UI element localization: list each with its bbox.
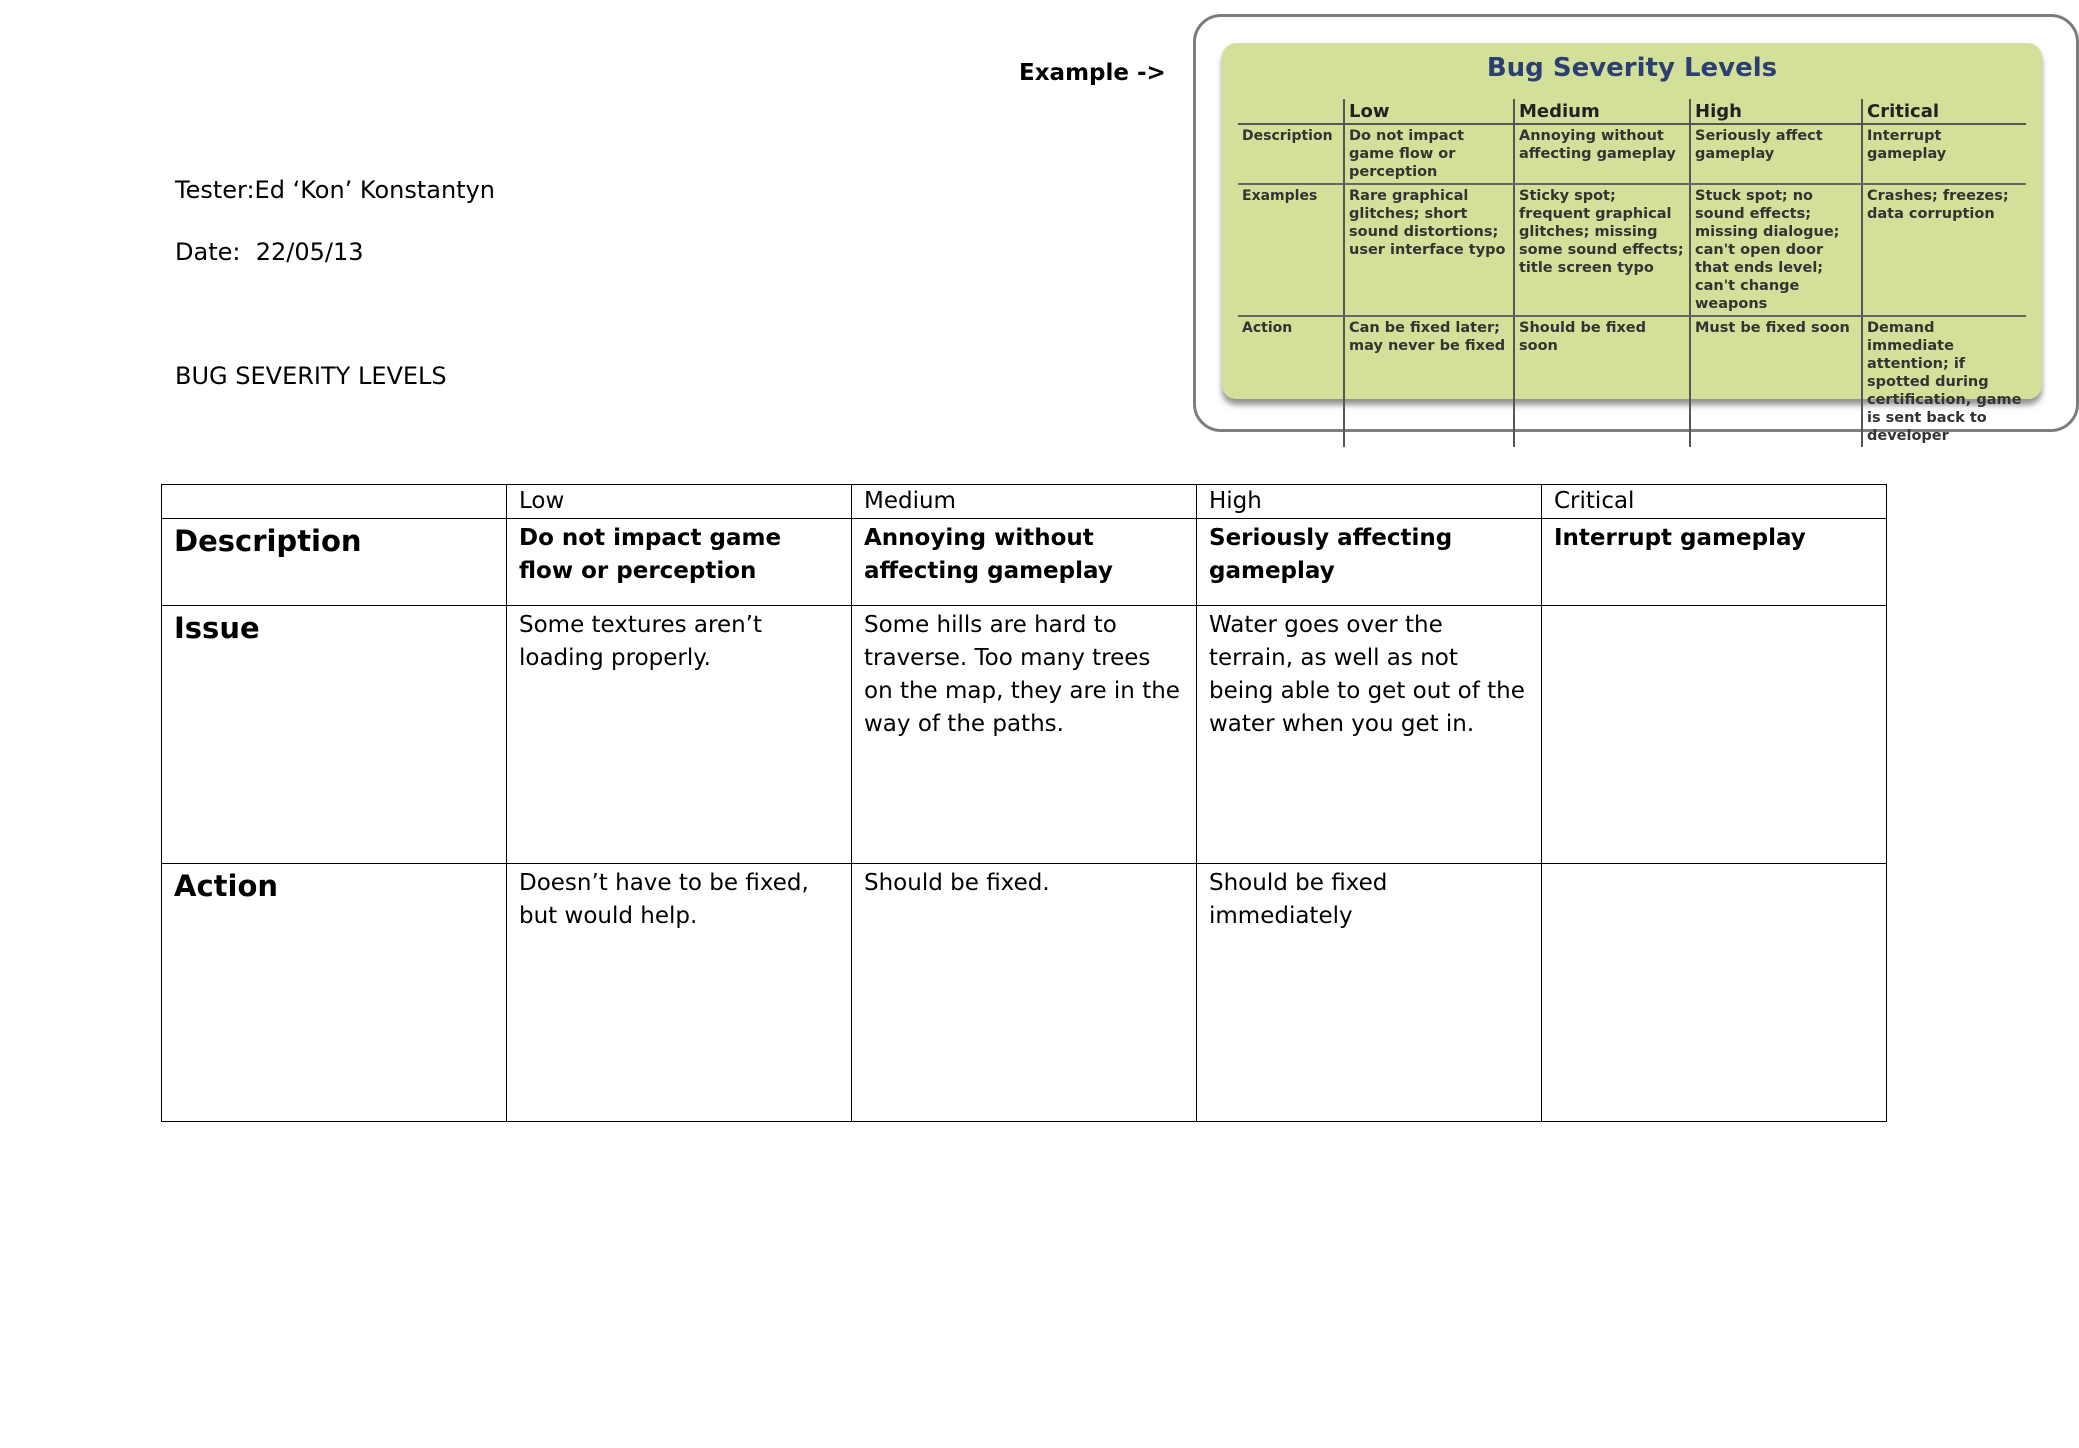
header-cell-critical: Critical (1542, 485, 1887, 519)
example-header-blank (1238, 99, 1344, 124)
header-cell-high: High (1197, 485, 1542, 519)
example-image (1193, 14, 2079, 444)
header-cell-blank (162, 485, 507, 519)
example-label: Example -> (1019, 60, 1166, 86)
row-label-description: Description (162, 519, 507, 606)
example-header-medium: Medium (1514, 99, 1690, 124)
table-cell: Some hills are hard to traverse. Too many trees on the map, they are in the way of the paths. (852, 606, 1197, 864)
table-row (162, 519, 1887, 606)
example-cell: Demand immediate attention; if spotted during certification, game is sent back to developer (1862, 316, 2026, 447)
example-cell: Should be fixed soon (1514, 316, 1690, 447)
table-row (162, 864, 1887, 1122)
row-label-action: Action (162, 864, 507, 1122)
table-row (162, 606, 1887, 864)
example-header-low: Low (1344, 99, 1514, 124)
table-cell: Annoying without affecting gameplay (852, 519, 1197, 606)
example-row-label: Description (1238, 124, 1344, 184)
example-cell: Do not impact game flow or perception (1344, 124, 1514, 184)
example-card-table (1238, 99, 2026, 447)
example-cell: Can be fixed later; may never be fixed (1344, 316, 1514, 447)
table-cell: Seriously affecting gameplay (1197, 519, 1542, 606)
table-header-row (162, 485, 1887, 519)
table-cell (1542, 606, 1887, 864)
example-cell: Sticky spot; frequent graphical glitches; missing some sound effects; title screen typo (1514, 184, 1690, 316)
example-cell: Must be fixed soon (1690, 316, 1862, 447)
example-row-label: Action (1242, 320, 1293, 336)
table-cell: Interrupt gameplay (1542, 519, 1887, 606)
document-heading: BUG SEVERITY LEVELS (175, 362, 447, 390)
example-card (1222, 43, 2042, 444)
example-cell: Stuck spot; no sound effects; missing dialogue; can't open door that ends level; can't change weapons (1690, 184, 1862, 316)
table-cell: Do not impact game flow or perception (507, 519, 852, 606)
header-cell-low: Low (507, 485, 852, 519)
example-header-critical: Critical (1862, 99, 2026, 124)
table-cell: Should be fixed immediately (1197, 864, 1542, 1122)
example-cell: Rare graphical glitches; short sound distortions; user interface typo (1344, 184, 1514, 316)
header-cell-medium: Medium (852, 485, 1197, 519)
example-header-high: High (1690, 99, 1862, 124)
table-cell: Water goes over the terrain, as well as not being able to get out of the water when you get in. (1197, 606, 1542, 864)
table-cell: Doesn’t have to be fixed, but would help. (507, 864, 852, 1122)
example-cell: Annoying without affecting gameplay (1514, 124, 1690, 184)
tester-name: Tester:Ed ‘Kon’ Konstantyn (175, 176, 496, 204)
row-label-issue: Issue (162, 606, 507, 864)
test-date: Date: 22/05/13 (175, 238, 364, 266)
example-cell: Seriously affect gameplay (1690, 124, 1862, 184)
table-cell: Some textures aren’t loading properly. (507, 606, 852, 864)
example-row-label: Examples (1238, 184, 1344, 316)
bug-severity-table (161, 484, 1887, 1122)
example-card-title: Bug Severity Levels (1486, 53, 1778, 83)
table-cell: Should be fixed. (852, 864, 1197, 1122)
example-cell: Interrupt gameplay (1862, 124, 2026, 184)
example-cell: Crashes; freezes; data corruption (1862, 184, 2026, 316)
table-cell (1542, 864, 1887, 1122)
